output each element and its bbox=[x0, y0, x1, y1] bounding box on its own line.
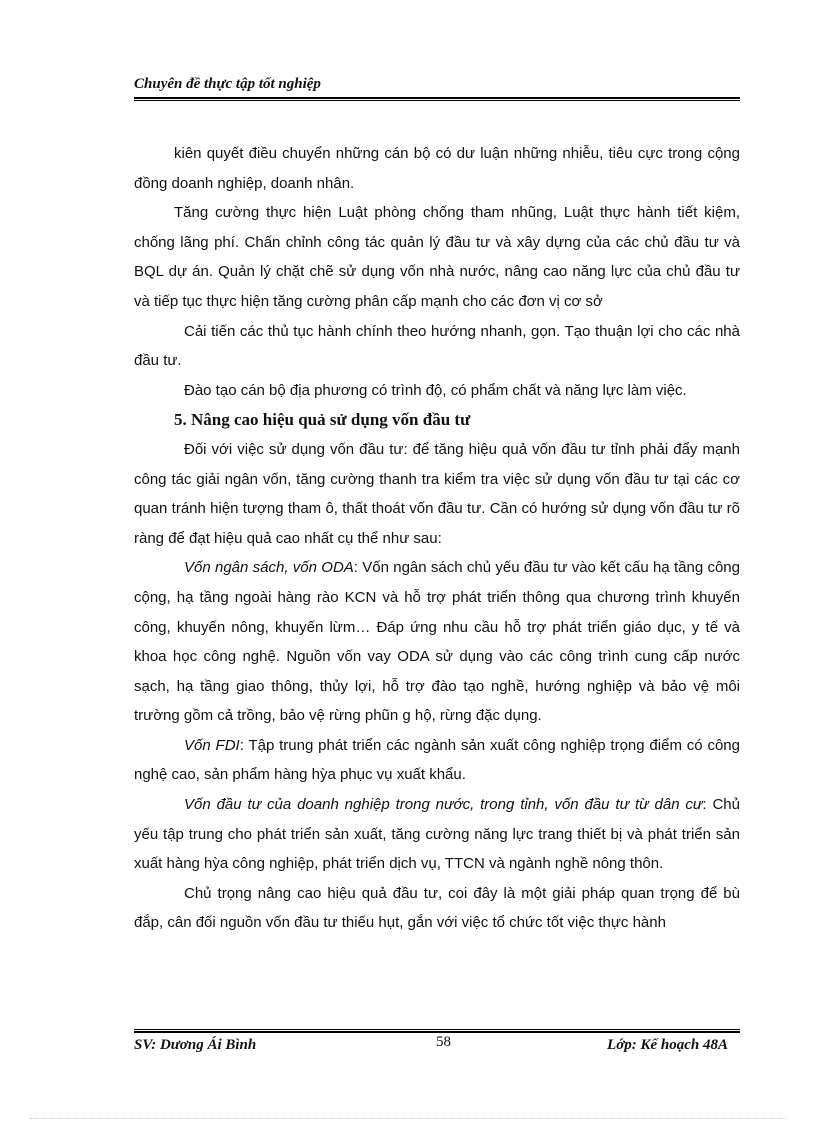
footer-student-name: SV: Dương Ái Bình bbox=[134, 1037, 257, 1053]
footer-rule-thin bbox=[134, 1029, 740, 1030]
paragraph-text: : Vốn ngân sách chủ yếu đầu tư vào kết cấu hạ tầng công cộng, hạ tầng ngoài hàng rào KCN và hỗ trợ phát triển thông qua chương trình khuyến công, khuyến nông, khuyến lừm… Đáp ứng nhu cầu hỗ trợ phát triển giáo dục, y tế và khoa học công nghệ. Nguồn vốn vay ODA sử dụng vào các công trình cung cấp nước sạch, hạ tầng giao thông, thủy lợi, hỗ trợ đào tạo nghề, hướng nghiệp và bảo vệ môi trường gồm cả trồng, bảo vệ rừng phũn g hộ, rừng đặc dụng. bbox=[134, 559, 740, 725]
paragraph bbox=[134, 553, 740, 731]
paragraph: kiên quyết điều chuyển những cán bộ có dư luận những nhiễu, tiêu cực trong cộng đồng doanh nghiệp, doanh nhân. bbox=[134, 145, 740, 192]
footer-class: Lớp: Kế hoạch 48A bbox=[607, 1037, 728, 1053]
running-header: Chuyên đề thực tập tốt nghiệp bbox=[134, 76, 321, 92]
paragraph: Chủ trọng nâng cao hiệu quả đầu tư, coi đây là một giải pháp quan trọng để bù đắp, cân đối nguồn vốn đầu tư thiếu hụt, gắn với việc tổ chức tốt việc thực hành bbox=[134, 884, 740, 932]
paragraph: Cải tiến các thủ tục hành chính theo hướng nhanh, gọn. Tạo thuận lợi cho các nhà đầu tư. bbox=[134, 322, 740, 370]
document-body bbox=[134, 139, 740, 938]
section-heading: 5. Nâng cao hiệu quả sử dụng vốn đầu tư bbox=[174, 410, 471, 430]
paragraph-lead-italic: Vốn FDI bbox=[184, 736, 240, 754]
paragraph-lead-italic: Vốn đầu tư của doanh nghiệp trong nước, trong tỉnh, vốn đầu tư từ dân cư bbox=[184, 796, 703, 814]
paragraph: Tăng cường thực hiện Luật phòng chống tham nhũng, Luật thực hành tiết kiệm, chống lãng phí. Chấn chỉnh công tác quản lý đầu tư và xây dựng của các chủ đầu tư và BQL dự án. Quản lý chặt chẽ sử dụng vốn nhà nước, nâng cao năng lực của chủ đầu tư và tiếp tục thực hiện tăng cường phân cấp mạnh cho các đơn vị cơ sở bbox=[134, 204, 740, 310]
paragraph: Đối với việc sử dụng vốn đầu tư: để tăng hiệu quả vốn đầu tư tỉnh phải đẩy mạnh công tác giải ngân vốn, tăng cường thanh tra kiểm tra việc sử dụng vốn đầu tư tại các cơ quan tránh hiện tượng tham ô, thất thoát vốn đầu tư. Cần có hướng sử dụng vốn đầu tư rõ ràng để đạt hiệu quả cao nhất cụ thể như sau: bbox=[134, 440, 740, 547]
page-edge-divider bbox=[30, 1118, 786, 1119]
paragraph bbox=[134, 790, 740, 879]
header-rule bbox=[134, 97, 740, 99]
paragraph-text: : Chủ yếu tập trung cho phát triển sản xuất, tăng cường năng lực trang thiết bị và phát triển sản xuất hàng hỳa công nghiệp, phát triển dịch vụ, TTCN và ngành nghề nông thôn. bbox=[134, 796, 740, 873]
footer-rule bbox=[134, 1031, 740, 1033]
header-rule-thin bbox=[134, 100, 740, 101]
page-number: 58 bbox=[436, 1034, 451, 1050]
running-footer bbox=[134, 1034, 740, 1059]
paragraph-text: : Tập trung phát triển các ngành sản xuất công nghiệp trọng điểm có công nghệ cao, sản phẩm hàng hỳa phục vụ xuất khẩu. bbox=[134, 736, 740, 784]
paragraph-lead-italic: Vốn ngân sách, vốn ODA bbox=[184, 559, 354, 577]
paragraph: Đào tạo cán bộ địa phương có trình độ, có phẩm chất và năng lực làm việc. bbox=[184, 381, 687, 399]
paragraph bbox=[134, 731, 740, 790]
